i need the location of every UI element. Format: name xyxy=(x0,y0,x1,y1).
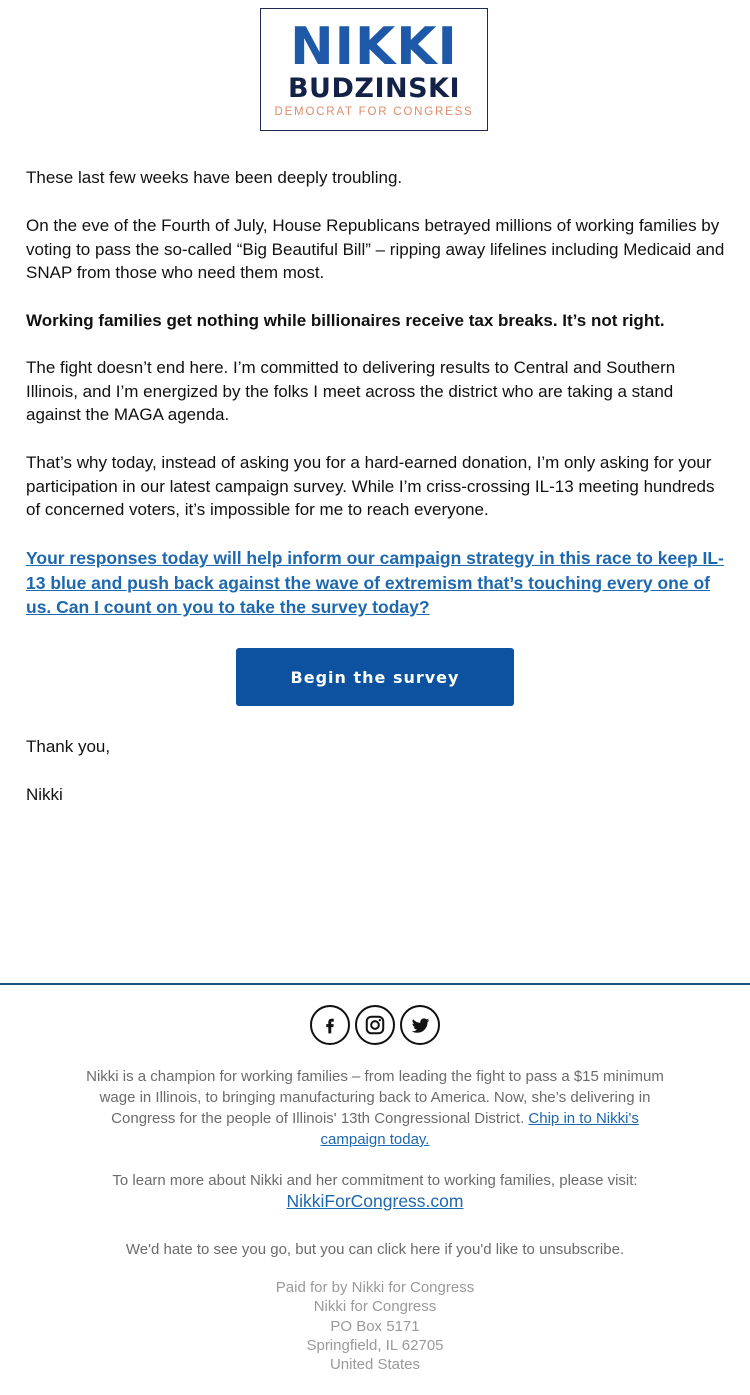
social-links xyxy=(0,1005,750,1045)
learn-more-text: To learn more about Nikki and her commitment to working families, please visit: xyxy=(112,1172,638,1189)
paragraph-intro: These last few weeks have been deeply troubling. xyxy=(26,168,403,187)
paragraph-fight: The fight doesn’t end here. I’m committed to delivering results to Central and Southern Illinois, and I’m energized by the folks I meet across the district who are taking a stand against the MAGA agenda. xyxy=(26,358,676,424)
address-org: Nikki for Congress xyxy=(313,1298,437,1316)
paragraph-bold-statement: Working families get nothing while billionaires receive tax breaks. It’s not right. xyxy=(26,311,665,330)
logo-surname: BUDZINSKI xyxy=(287,73,461,104)
address-city: Springfield, IL 62705 xyxy=(306,1336,444,1354)
campaign-logo xyxy=(260,8,488,131)
paragraph-survey-ask: That’s why today, instead of asking you for a hard-earned donation, I’m only asking for your participation in our latest campaign survey. While I’m criss-crossing IL-13 meeting hundreds of concerned voters, it’s impossible for me to reach everyone. xyxy=(26,453,715,519)
paragraph-bill: On the eve of the Fourth of July, House Republicans betrayed millions of working families by voting to pass the so-called “Big Beautiful Bill” – ripping away lifelines including Medicaid and SNAP from those who need them most. xyxy=(26,216,725,282)
paid-for-disclaimer: Paid for by Nikki for Congress xyxy=(275,1279,475,1296)
survey-cta-link[interactable]: Your responses today will help inform our campaign strategy in this race to keep IL-13 blue and push back against the wave of extremism that’s touching every one of us. Can I count on you to take the survey today? xyxy=(26,548,724,617)
logo-name: NIKKI xyxy=(290,17,458,77)
facebook-icon[interactable] xyxy=(310,1005,350,1045)
cta-paragraph xyxy=(26,546,726,620)
footer-divider xyxy=(0,983,750,985)
chip-in-link[interactable]: Chip in to Nikki's campaign today. xyxy=(320,1110,639,1148)
footer-about xyxy=(85,1066,665,1150)
website-link[interactable]: NikkiForCongress.com xyxy=(286,1191,464,1211)
footer-learn-more xyxy=(85,1170,665,1213)
logo-tagline: DEMOCRAT FOR CONGRESS xyxy=(274,106,474,118)
signature: Nikki xyxy=(26,785,63,804)
address-po-box: PO Box 5171 xyxy=(330,1317,420,1335)
address-country: United States xyxy=(329,1356,421,1374)
twitter-icon[interactable] xyxy=(400,1005,440,1045)
mailing-address xyxy=(0,1278,750,1374)
footer-about-text: Nikki is a champion for working families – from leading the fight to pass a $15 minimum wage in Illinois, to bringing manufacturing back to America. Now, she’s delivering in Congress for the people of Illinois' 13th Congressional District. xyxy=(86,1068,664,1127)
begin-survey-button[interactable]: Begin the survey xyxy=(236,648,514,706)
signoff: Thank you, xyxy=(26,737,111,756)
unsubscribe-text[interactable]: We'd hate to see you go, but you can click here if you'd like to unsubscribe. xyxy=(125,1241,625,1258)
instagram-icon[interactable] xyxy=(355,1005,395,1045)
